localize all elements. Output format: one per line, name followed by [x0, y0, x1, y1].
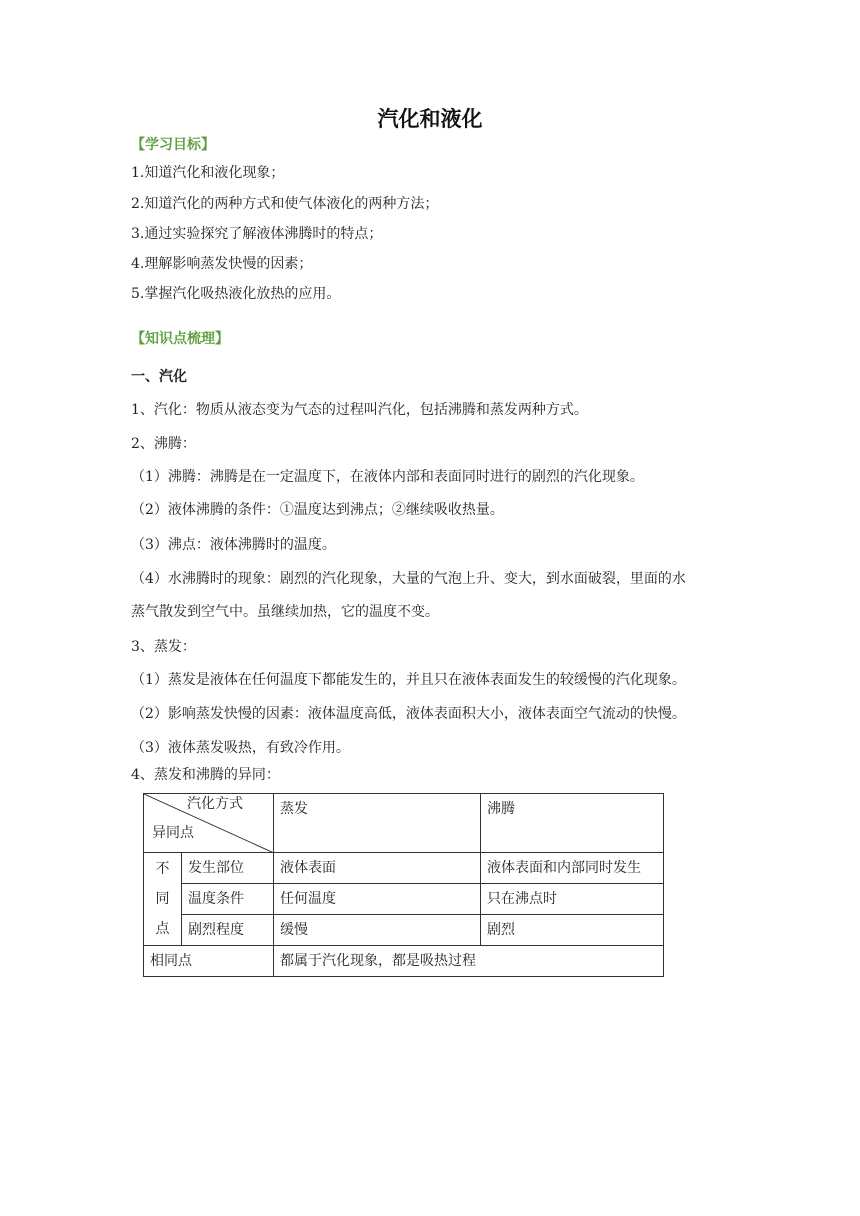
evaporation-cell: 液体表面	[274, 853, 481, 884]
column-header-boiling: 沸腾	[481, 794, 664, 853]
table-header-row	[144, 794, 664, 853]
knowledge-heading: 【知识点梳理】	[131, 331, 229, 347]
comparison-table	[143, 793, 664, 977]
boiling-cell: 液体表面和内部同时发生	[481, 853, 664, 884]
paragraph-boiling-phenomenon-1: （4）水沸腾时的现象：剧烈的汽化现象，大量的气泡上升、变大，到水面破裂，里面的水	[131, 571, 686, 587]
learning-goals-heading: 【学习目标】	[131, 137, 215, 153]
paragraph-boiling-title: 2、沸腾：	[131, 436, 196, 452]
paragraph-comparison-title: 4、蒸发和沸腾的异同：	[131, 767, 280, 783]
table-row	[144, 915, 664, 946]
table-row-same	[144, 946, 664, 977]
difference-label-cell	[144, 853, 182, 946]
goal-item-3: 3.通过实验探究了解液体沸腾时的特点；	[131, 226, 383, 242]
goal-item-4: 4.理解影响蒸发快慢的因素；	[131, 256, 313, 272]
boiling-cell: 剧烈	[481, 915, 664, 946]
paragraph-boiling-phenomenon-2: 蒸气散发到空气中。虽继续加热，它的温度不变。	[131, 604, 439, 620]
goal-item-1: 1.知道汽化和液化现象；	[131, 165, 285, 181]
aspect-cell: 温度条件	[182, 884, 274, 915]
difference-label-char: 不	[155, 861, 170, 877]
evaporation-cell: 任何温度	[274, 884, 481, 915]
same-label-cell: 相同点	[144, 946, 274, 977]
difference-label-char: 点	[155, 921, 170, 937]
paragraph-boiling-conditions: （2）液体沸腾的条件：①温度达到沸点；②继续吸收热量。	[131, 502, 504, 518]
table-row	[144, 853, 664, 884]
table-row	[144, 884, 664, 915]
paragraph-evaporation-cooling: （3）液体蒸发吸热，有致冷作用。	[131, 740, 350, 756]
corner-label-method: 汽化方式	[187, 796, 243, 812]
aspect-cell: 剧烈程度	[182, 915, 274, 946]
goal-item-5: 5.掌握汽化吸热液化放热的应用。	[131, 286, 341, 302]
section-heading-vaporization: 一、汽化	[131, 369, 187, 385]
paragraph-boiling-definition: （1）沸腾：沸腾是在一定温度下，在液体内部和表面同时进行的剧烈的汽化现象。	[131, 469, 644, 485]
column-header-evaporation: 蒸发	[274, 794, 481, 853]
corner-label-aspect: 异同点	[152, 825, 194, 841]
paragraph-vaporization-definition: 1、汽化：物质从液态变为气态的过程叫汽化，包括沸腾和蒸发两种方式。	[131, 402, 588, 418]
difference-label-char: 同	[155, 891, 170, 907]
paragraph-evaporation-title: 3、蒸发：	[131, 639, 196, 655]
aspect-cell: 发生部位	[182, 853, 274, 884]
same-value-cell: 都属于汽化现象，都是吸热过程	[274, 946, 664, 977]
goal-item-2: 2.知道汽化的两种方式和使气体液化的两种方法；	[131, 196, 439, 212]
paragraph-evaporation-definition: （1）蒸发是液体在任何温度下都能发生的，并且只在液体表面发生的较缓慢的汽化现象。	[131, 672, 686, 688]
paragraph-boiling-point: （3）沸点：液体沸腾时的温度。	[131, 537, 336, 553]
boiling-cell: 只在沸点时	[481, 884, 664, 915]
paragraph-evaporation-factors: （2）影响蒸发快慢的因素：液体温度高低，液体表面积大小，液体表面空气流动的快慢。	[131, 706, 686, 722]
table-corner-cell	[144, 794, 274, 853]
evaporation-cell: 缓慢	[274, 915, 481, 946]
page-title: 汽化和液化	[377, 107, 483, 131]
